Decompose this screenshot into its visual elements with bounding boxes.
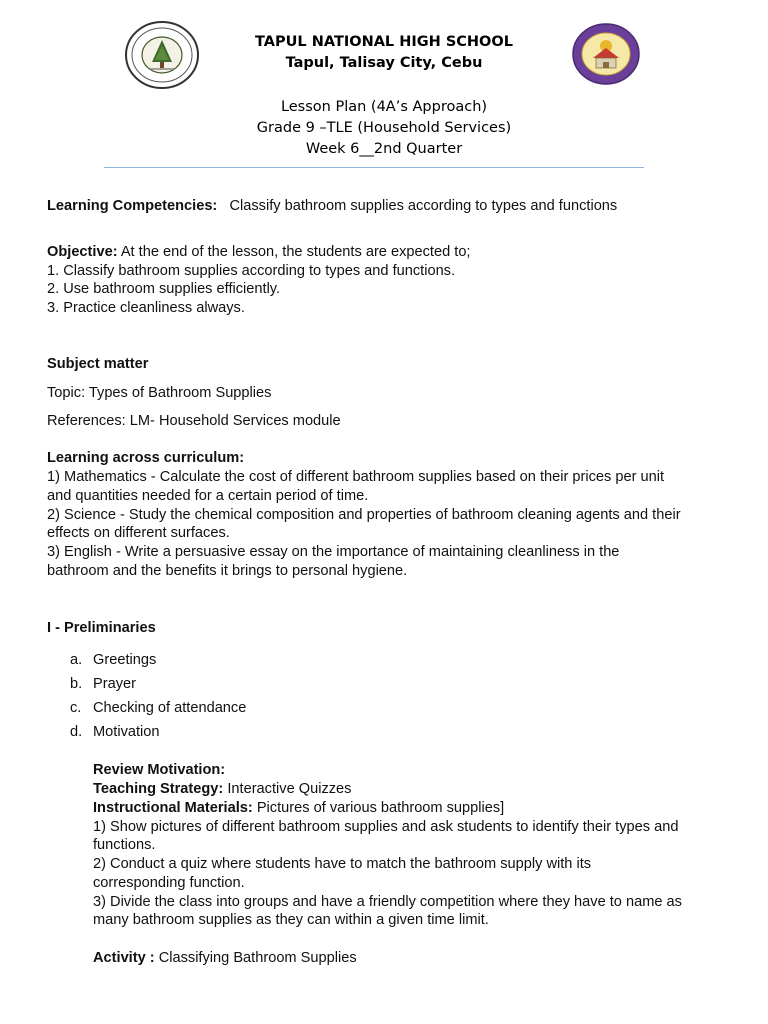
learning-across-line: 1) Mathematics - Calculate the cost of different bathroom supplies based on their prices per unit	[47, 469, 665, 485]
competencies-label: Learning Competencies:	[47, 198, 218, 214]
school-address: Tapul, Talisay City, Cebu	[285, 55, 483, 71]
preliminaries-item: Greetings	[93, 652, 157, 668]
review-motivation-label: Review Motivation:	[93, 762, 226, 778]
objective-line	[47, 243, 471, 261]
competencies-line	[47, 197, 617, 215]
objective-item: 2. Use bathroom supplies efficiently.	[47, 281, 281, 297]
learning-across-line: bathroom and the benefits it brings to personal hygiene.	[47, 563, 408, 579]
school-name: TAPUL NATIONAL HIGH SCHOOL	[255, 34, 513, 50]
teaching-strategy-value: Interactive Quizzes	[227, 781, 352, 797]
week-quarter: Week 6__2nd Quarter	[305, 141, 463, 157]
instructional-materials	[93, 799, 504, 817]
references-value: LM- Household Services module	[129, 413, 341, 429]
preliminaries-heading	[47, 619, 156, 637]
activity-line	[93, 949, 357, 967]
references-line	[47, 412, 341, 430]
motivation-line: functions.	[93, 837, 156, 853]
competencies-text: Classify bathroom supplies according to types and functions	[229, 198, 618, 214]
objective-intro: At the end of the lesson, the students are expected to;	[120, 244, 471, 260]
list-marker: a.	[70, 652, 83, 668]
preliminaries-item: Motivation	[93, 724, 160, 740]
teaching-strategy	[93, 780, 351, 798]
activity-value: Classifying Bathroom Supplies	[158, 950, 357, 966]
teaching-strategy-label: Teaching Strategy:	[93, 781, 224, 797]
objective-item: 1. Classify bathroom supplies according to types and functions.	[47, 263, 456, 279]
header-divider	[104, 167, 644, 168]
activity-label: Activity :	[93, 950, 155, 966]
learning-across-heading-text: Learning across curriculum:	[47, 450, 245, 466]
preliminaries-heading-text: I - Preliminaries	[47, 620, 156, 636]
motivation-line: many bathroom supplies as they can within a given time limit.	[93, 912, 489, 928]
instructional-materials-value: Pictures of various bathroom supplies]	[256, 800, 505, 816]
objective-label: Objective:	[47, 244, 118, 260]
motivation-line: 2) Conduct a quiz where students have to match the bathroom supply with its	[93, 856, 592, 872]
instructional-materials-label: Instructional Materials:	[93, 800, 253, 816]
list-marker: c.	[70, 700, 82, 716]
plan-title: Lesson Plan (4A’s Approach)	[280, 99, 488, 115]
learning-across-heading	[47, 449, 244, 467]
subject-matter-heading	[47, 355, 148, 373]
list-marker: b.	[70, 676, 83, 692]
grade-subject: Grade 9 –TLE (Household Services)	[256, 120, 512, 136]
objective-item: 3. Practice cleanliness always.	[47, 300, 245, 316]
references-label: References:	[47, 413, 126, 429]
topic-line: Topic: Types of Bathroom Supplies	[47, 385, 272, 401]
learning-across-line: and quantities needed for a certain period of time.	[47, 488, 369, 504]
preliminaries-item: Prayer	[93, 676, 136, 692]
motivation-line: 3) Divide the class into groups and have a friendly competition where they have to name as	[93, 894, 682, 910]
motivation-line: corresponding function.	[93, 875, 245, 891]
learning-across-line: 2) Science - Study the chemical composition and properties of bathroom cleaning agents and their	[47, 507, 681, 523]
learning-across-line: effects on different surfaces.	[47, 525, 230, 541]
list-marker: d.	[70, 724, 83, 740]
review-motivation	[93, 761, 225, 779]
subject-matter-heading-text: Subject matter	[47, 356, 149, 372]
motivation-line: 1) Show pictures of different bathroom supplies and ask students to identify their types and	[93, 819, 679, 835]
learning-across-line: 3) English - Write a persuasive essay on the importance of maintaining cleanliness in the	[47, 544, 620, 560]
preliminaries-item: Checking of attendance	[93, 700, 247, 716]
